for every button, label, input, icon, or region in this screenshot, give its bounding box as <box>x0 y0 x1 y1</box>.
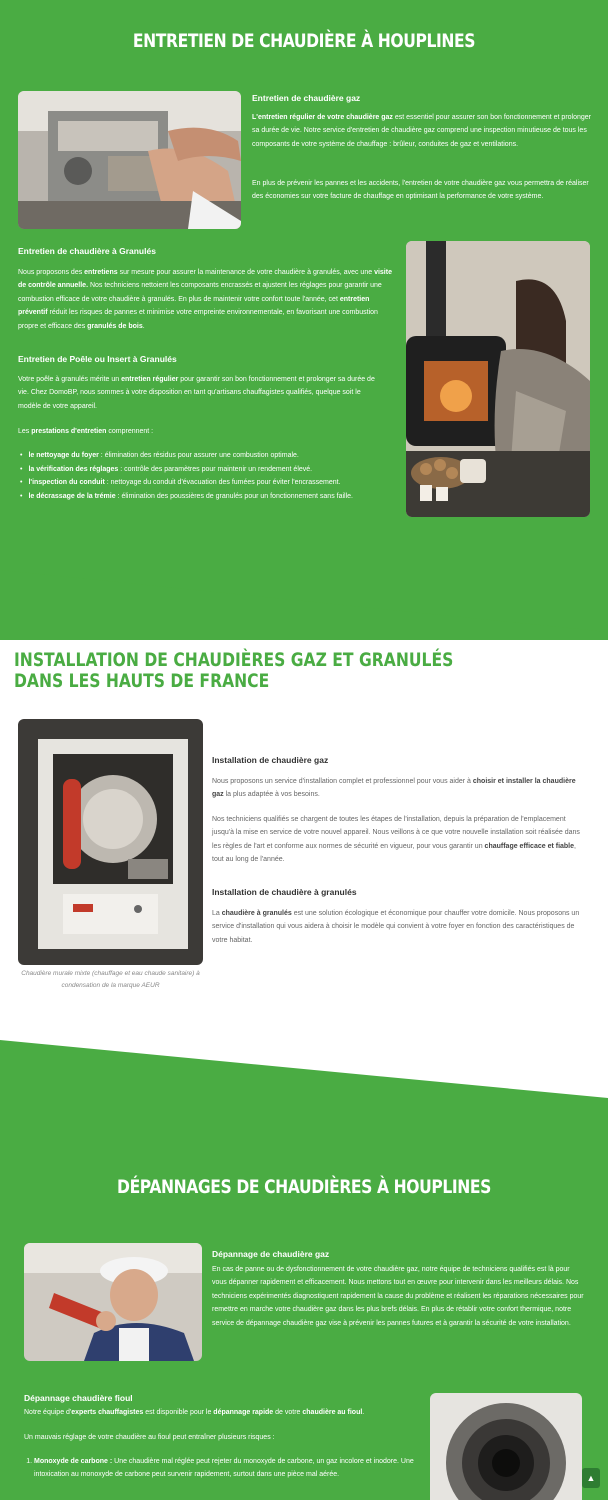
wall-boiler-photo <box>18 719 203 965</box>
pellet-maintenance-subtitle: Entretien de chaudière à Granulés <box>18 246 156 256</box>
gas-maintenance-subtitle: Entretien de chaudière gaz <box>252 93 361 103</box>
scroll-to-top-button[interactable] <box>582 1468 600 1488</box>
chimney-flue-photo <box>430 1393 582 1500</box>
gas-maintenance-text: L'entretien régulier de votre chaudière gaz est essentiel pour assurer son bon fonctionnement et prolonger sa durée de vie. Notre service d'entretien de chaudière gaz comprend une inspection minutieuse de tous les composants de votre système de chauffage : brûleur, conduites de gaz et ventilations. <box>252 114 592 148</box>
gas-install-text: Nous proposons un service d'installation complet et professionnel pour vous aider à choisir et installer la chaudière gaz la plus adaptée à vos besoins. <box>212 778 576 799</box>
boiler-photo-caption: Chaudière murale mixte (chauffage et eau chaude sanitaire) à condensation de la marque AEUR <box>21 970 200 989</box>
boiler-maintenance-photo <box>18 91 241 229</box>
list-item: • la vérification des réglages : contrôle des paramètres pour maintenir un rendement élevé. <box>20 463 400 477</box>
gas-install-text-2: Nos techniciens qualifiés se chargent de toutes les étapes de l'installation, depuis la préparation de l'emplacement jusqu'à la mise en service de votre nouvel appareil. Nous veillons à ce que votre nouvelle installation soit réalisée dans les règles de l'art et conforme aux normes de sécurité en vigueur, pour vous garantir un chauffage efficace et fiable, tout au long de l'année. <box>212 816 580 864</box>
gas-install-subtitle: Installation de chaudière gaz <box>212 755 329 765</box>
gas-maintenance-text-2: En plus de prévenir les pannes et les accidents, l'entretien de votre chaudière gaz vous permettra de réaliser des économies sur votre facture de chauffage en optimisant la performance de votre système. <box>252 180 589 201</box>
maintenance-title: ENTRETIEN DE CHAUDIÈRE À HOUPLINES <box>132 30 476 52</box>
pellet-stove-photo <box>406 241 590 517</box>
installation-title: INSTALLATION DE CHAUDIÈRES GAZ ET GRANULÉS DANS LES HAUTS DE FRANCE <box>14 649 454 692</box>
list-item: • l'inspection du conduit : nettoyage du conduit d'évacuation des fumées pour éviter l'encrassement. <box>20 476 400 490</box>
list-item: 1. Monoxyde de carbone : Une chaudière mal réglée peut rejeter du monoxyde de carbone, un gaz incolore et inodore. Une intoxication au monoxyde de carbone peut survenir rapidement, surtout dans une pièce mal aérée. <box>34 1455 414 1482</box>
pellet-maintenance-text: Nous proposons des entretiens sur mesure pour assurer la maintenance de votre chaudière à granulés, avec une visite de contrôle annuelle. Nos techniciens nettoient les composants encrassés et ajustent les réglages pour garantir une combustion efficace de votre chaudière à granulés. En plus de maintenir votre confort toute l'année, cet entretien préventif réduit les risques de pannes et minimise votre empreinte environnementale, en favorisant une combustion propre et efficace des granulés de bois. <box>18 269 392 330</box>
services-intro: Les prestations d'entretien comprennent : <box>18 428 154 435</box>
services-list <box>20 449 400 503</box>
fuel-repair-text: Notre équipe d'experts chauffagistes est disponible pour le dépannage rapide de votre chaudière au fioul. <box>24 1409 365 1416</box>
section-divider <box>0 570 608 640</box>
list-item: • le nettoyage du foyer : élimination des résidus pour assurer une combustion optimale. <box>20 449 400 463</box>
stove-maintenance-text: Votre poêle à granulés mérite un entretien régulier pour garantir son bon fonctionnement et prolonger sa durée de vie. Chez DomoBP, nous sommes à votre disposition en tant qu'artisans chauffagistes qualifiés, quelque soit le modèle de votre appareil. <box>18 376 375 410</box>
pellet-install-subtitle: Installation de chaudière à granulés <box>212 887 357 897</box>
gas-repair-text: En cas de panne ou de dysfonctionnement de votre chaudière gaz, notre équipe de techniciens qualifiés est là pour vous dépanner rapidement et efficacement. Nous mettons tout en œuvre pour intervenir dans les meilleurs délais. Nos techniciens expérimentés diagnostiquent rapidement la cause du problème et réalisent les réparations nécessaires pour remettre en marche votre chaudière gaz dans les plus brefs délais. En plus de rétablir votre confort thermique, notre service de dépannage chaudière gaz vise à prévenir les pannes futures et à garantir la sécurité de votre installation. <box>212 1266 584 1327</box>
pellet-install-text: La chaudière à granulés est une solution écologique et économique pour chauffer votre domicile. Nous proposons un service d'installation qui vous aidera à choisir le modèle qui convient à votre foyer en fonction des caractéristiques de votre habitat. <box>212 910 580 944</box>
list-item: • le décrassage de la trémie : élimination des poussières de granulés pour un fonctionnement sans faille. <box>20 490 400 504</box>
chevron-up-icon: ▲ <box>586 1473 596 1483</box>
fuel-risks-intro: Un mauvais réglage de votre chaudière au fioul peut entraîner plusieurs risques : <box>24 1434 275 1441</box>
stove-maintenance-subtitle: Entretien de Poêle ou Insert à Granulés <box>18 354 177 364</box>
technician-photo <box>24 1243 202 1361</box>
fuel-repair-subtitle: Dépannage chaudière fioul <box>24 1393 133 1403</box>
gas-repair-subtitle: Dépannage de chaudière gaz <box>212 1249 330 1259</box>
section-divider-2 <box>0 1040 608 1110</box>
repair-title: DÉPANNAGES DE CHAUDIÈRES À HOUPLINES <box>117 1176 491 1198</box>
risks-list <box>24 1455 414 1482</box>
